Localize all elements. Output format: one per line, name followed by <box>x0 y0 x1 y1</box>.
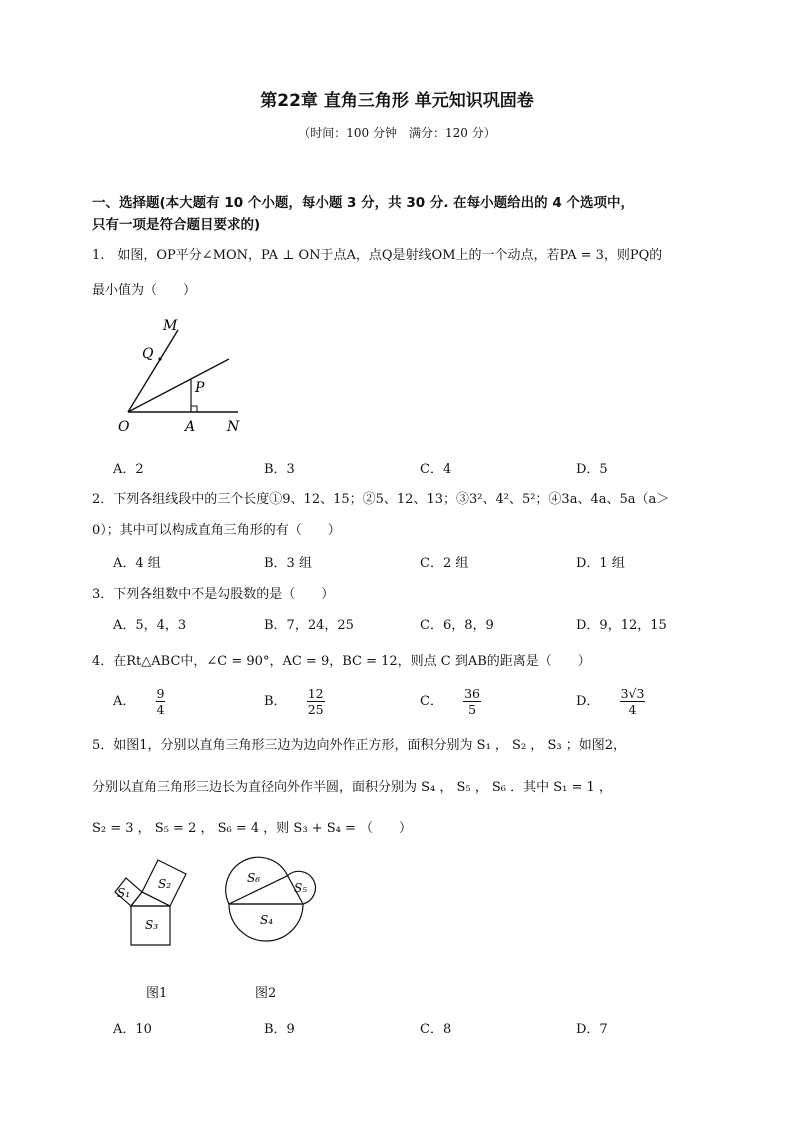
q1-option-d[interactable]: D．5 <box>576 462 608 477</box>
exam-info: （时间：100 分钟 满分：120 分） <box>298 126 496 140</box>
label-M: M <box>163 318 178 334</box>
label-s6: S₆ <box>247 871 261 885</box>
q3-option-a[interactable]: A．5，4，3 <box>113 618 187 633</box>
section-heading-line1: 一、选择题(本大题有 10 个小题，每小题 3 分，共 30 分. 在每小题给出的 4 个选项中， <box>92 195 634 211</box>
label-Q: Q <box>142 346 154 362</box>
q2-option-c[interactable]: C．2 组 <box>420 556 469 571</box>
q5-option-c[interactable]: C．8 <box>420 1022 452 1037</box>
label-s1: S₁ <box>117 886 131 900</box>
q4-option-c[interactable] <box>420 686 481 717</box>
question-5-line2: 分别以直角三角形三边长为直径向外作半圆，面积分别为 S₄ ， S₅ ， S₆ ．其中 S₁ = 1 ， <box>92 780 612 795</box>
question-5-figure-1 <box>105 855 195 950</box>
question-3-line1: 3．下列各组数中不是勾股数的是（ ） <box>92 587 335 602</box>
fraction-denominator: 5 <box>468 702 477 717</box>
q4-option-b-letter: B． <box>264 694 287 709</box>
q1-option-c[interactable]: C．4 <box>420 462 452 477</box>
fraction-numerator: 36 <box>464 686 480 701</box>
q4-option-b-fraction <box>307 686 325 717</box>
q4-option-a-letter: A． <box>113 694 136 709</box>
label-A: A <box>185 419 196 435</box>
section-heading-line2: 只有一项是符合题目要求的) <box>92 217 261 233</box>
q4-option-c-letter: C． <box>420 694 443 709</box>
q4-option-a[interactable] <box>113 686 165 717</box>
q1-option-a[interactable]: A．2 <box>113 462 144 477</box>
q4-option-c-fraction <box>463 686 481 717</box>
fraction-numerator: 12 <box>307 686 324 701</box>
figure-1-caption: 图1 <box>146 986 168 1001</box>
q4-option-b[interactable] <box>264 686 325 717</box>
question-4-line1: 4．在Rt△ABC中，∠C = 90°，AC = 9，BC = 12，则点 C 到AB的距离是（ ） <box>92 654 591 669</box>
question-1-line1: 1. 如图，OP平分∠MON，PA ⊥ ON于点A，点Q是射线OM上的一个动点，若PA = 3，则PQ的 <box>92 248 663 263</box>
label-s4: S₄ <box>260 913 274 927</box>
q4-option-d-letter: D． <box>576 694 600 709</box>
label-s2: S₂ <box>158 877 172 891</box>
q4-option-a-fraction <box>156 686 166 717</box>
q4-option-d-fraction <box>620 686 646 717</box>
figure-2-caption: 图2 <box>255 986 277 1001</box>
question-5-figure-2 <box>215 850 325 950</box>
label-O: O <box>118 419 130 435</box>
fraction-denominator: 4 <box>628 702 637 717</box>
q2-option-b[interactable]: B．3 组 <box>264 556 312 571</box>
q2-option-d[interactable]: D．1 组 <box>576 556 625 571</box>
question-2-line2: 0）；其中可以构成直角三角形的有（ ） <box>92 523 341 538</box>
question-5-line3: S₂ = 3 ， S₅ = 2 ， S₆ = 4 ，则 S₃ + S₄ = （ ） <box>92 821 412 836</box>
question-5-line1: 5．如图1，分别以直角三角形三边为边向外作正方形，面积分别为 S₁ ， S₂ ， S₃ ；如图2， <box>92 738 626 753</box>
q5-option-a[interactable]: A．10 <box>113 1022 152 1037</box>
q2-option-a[interactable]: A．4 组 <box>113 556 161 571</box>
label-P: P <box>195 380 205 396</box>
label-s3: S₃ <box>145 918 159 932</box>
page-title: 第22章 直角三角形 单元知识巩固卷 <box>260 91 534 111</box>
q3-option-b[interactable]: B．7，24，25 <box>264 618 354 633</box>
question-1-line2: 最小值为（ ） <box>92 283 197 298</box>
q3-option-c[interactable]: C．6，8，9 <box>420 618 494 633</box>
question-2-line1: 2．下列各组线段中的三个长度①9、12、15；②5、12、13；③3²、4²、5²；④3a、4a、5a（a＞ <box>92 492 670 507</box>
q5-option-d[interactable]: D．7 <box>576 1022 608 1037</box>
label-s5: S₅ <box>294 881 308 895</box>
label-N: N <box>227 419 240 435</box>
q1-option-b[interactable]: B．3 <box>264 462 295 477</box>
fraction-numerator: 9 <box>156 686 165 701</box>
q5-option-b[interactable]: B．9 <box>264 1022 295 1037</box>
fraction-denominator: 4 <box>156 702 165 717</box>
q3-option-d[interactable]: D．9，12，15 <box>576 618 667 633</box>
question-1-figure <box>110 312 260 437</box>
q4-option-d[interactable] <box>576 686 645 717</box>
fraction-numerator: 3√3 <box>620 686 645 701</box>
fraction-denominator: 25 <box>307 702 324 717</box>
